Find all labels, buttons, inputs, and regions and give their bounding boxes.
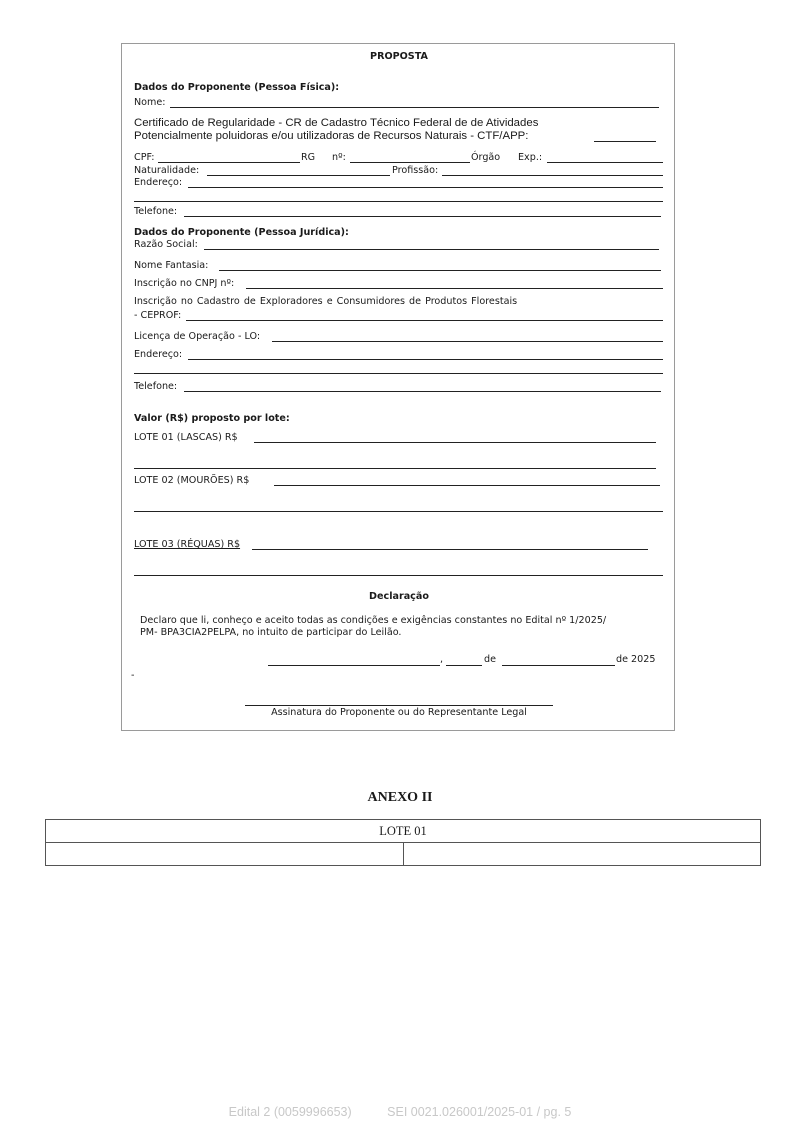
declaracao-line1: Declaro que li, conheço e aceito todas as condições e exigências constantes no Edital nº 1/2025/ (140, 615, 607, 626)
date-comma: , (440, 654, 444, 665)
telefone-pj-label: Telefone: (134, 381, 178, 392)
telefone-underline (184, 216, 661, 217)
signature-label: Assinatura do Proponente ou do Representante Legal (271, 707, 527, 718)
endereco-pj-underline-2 (134, 373, 663, 374)
lote-table-header: LOTE 01 (46, 820, 761, 843)
nome-underline (170, 107, 659, 108)
lote-table (45, 819, 761, 866)
proposal-form-image (121, 43, 675, 731)
date-city-underline (268, 665, 440, 666)
rg-label: RG (301, 152, 316, 163)
annex-title: ANEXO II (367, 790, 433, 805)
signature-underline (245, 705, 553, 706)
telefone-pj-underline (184, 391, 661, 392)
date-year-label: de 2025 (616, 654, 656, 665)
exp-label: Exp.: (518, 152, 543, 163)
date-month-underline (502, 665, 615, 666)
date-de-label: de (484, 654, 496, 665)
ceprof-line2: - CEPROF: (134, 310, 182, 321)
cpf-label: CPF: (134, 152, 155, 163)
lote3-underline-2 (134, 575, 663, 576)
ceprof-underline (186, 320, 663, 321)
endereco-pj-underline (188, 359, 663, 360)
lote-table-cell (46, 843, 404, 866)
cnpj-underline (246, 288, 663, 289)
razao-underline (204, 249, 659, 250)
cpf-underline (158, 162, 300, 163)
lote1-label: LOTE 01 (LASCAS) R$ (134, 432, 238, 443)
footer-process-number: SEI 0021.026001/2025-01 / pg. 5 (387, 1105, 572, 1119)
lote3-label: LOTE 03 (RÉQUAS) R$ (134, 539, 241, 550)
valor-heading: Valor (R$) proposto por lote: (134, 413, 290, 424)
declaracao-line2: PM- BPA3CIA2PELPA, no intuito de participar do Leilão. (140, 627, 402, 638)
declaracao-title: Declaração (369, 591, 429, 602)
lote3-underline (252, 549, 648, 550)
endereco-label: Endereço: (134, 177, 183, 188)
naturalidade-underline (207, 175, 390, 176)
lote2-underline (274, 485, 660, 486)
form-title: PROPOSTA (370, 51, 428, 62)
licenca-label: Licença de Operação - LO: (134, 331, 261, 342)
licenca-underline (272, 341, 663, 342)
endereco-underline-2 (134, 201, 663, 202)
razao-label: Razão Social: (134, 239, 198, 250)
page-footer (0, 1105, 800, 1119)
lote1-underline-2 (134, 468, 656, 469)
fantasia-label: Nome Fantasia: (134, 260, 209, 271)
pj-heading: Dados do Proponente (Pessoa Jurídica): (134, 227, 349, 238)
rg-underline (350, 162, 470, 163)
profissao-underline (442, 175, 663, 176)
fantasia-underline (219, 270, 661, 271)
endereco-pj-label: Endereço: (134, 349, 183, 360)
lote-table-cell (403, 843, 761, 866)
lote2-underline-2 (134, 511, 663, 512)
telefone-label: Telefone: (134, 206, 178, 217)
orgao-label: Órgão (471, 152, 501, 163)
naturalidade-label: Naturalidade: (134, 165, 200, 176)
footer-document-id: Edital 2 (0059996653) (228, 1105, 352, 1119)
cr-line2: Potencialmente poluidoras e/ou utilizadoras de Recursos Naturais - CTF/APP: (134, 130, 529, 142)
nome-label: Nome: (134, 97, 166, 108)
exp-underline (547, 162, 663, 163)
lote1-underline (254, 442, 656, 443)
cr-line1: Certificado de Regularidade - CR de Cadastro Técnico Federal de de Atividades (134, 117, 539, 129)
lote2-label: LOTE 02 (MOURÕES) R$ (134, 475, 250, 486)
ctf-underline (594, 141, 656, 142)
profissao-label: Profissão: (392, 165, 439, 176)
dash-mark: - (131, 670, 135, 681)
rg-number-label: nº: (332, 152, 346, 163)
cnpj-label: Inscrição no CNPJ nº: (134, 278, 235, 289)
date-day-underline (446, 665, 482, 666)
pf-heading: Dados do Proponente (Pessoa Física): (134, 82, 340, 93)
ceprof-line1: Inscrição no Cadastro de Exploradores e Consumidores de Produtos Florestais (134, 296, 518, 307)
endereco-underline (188, 187, 663, 188)
